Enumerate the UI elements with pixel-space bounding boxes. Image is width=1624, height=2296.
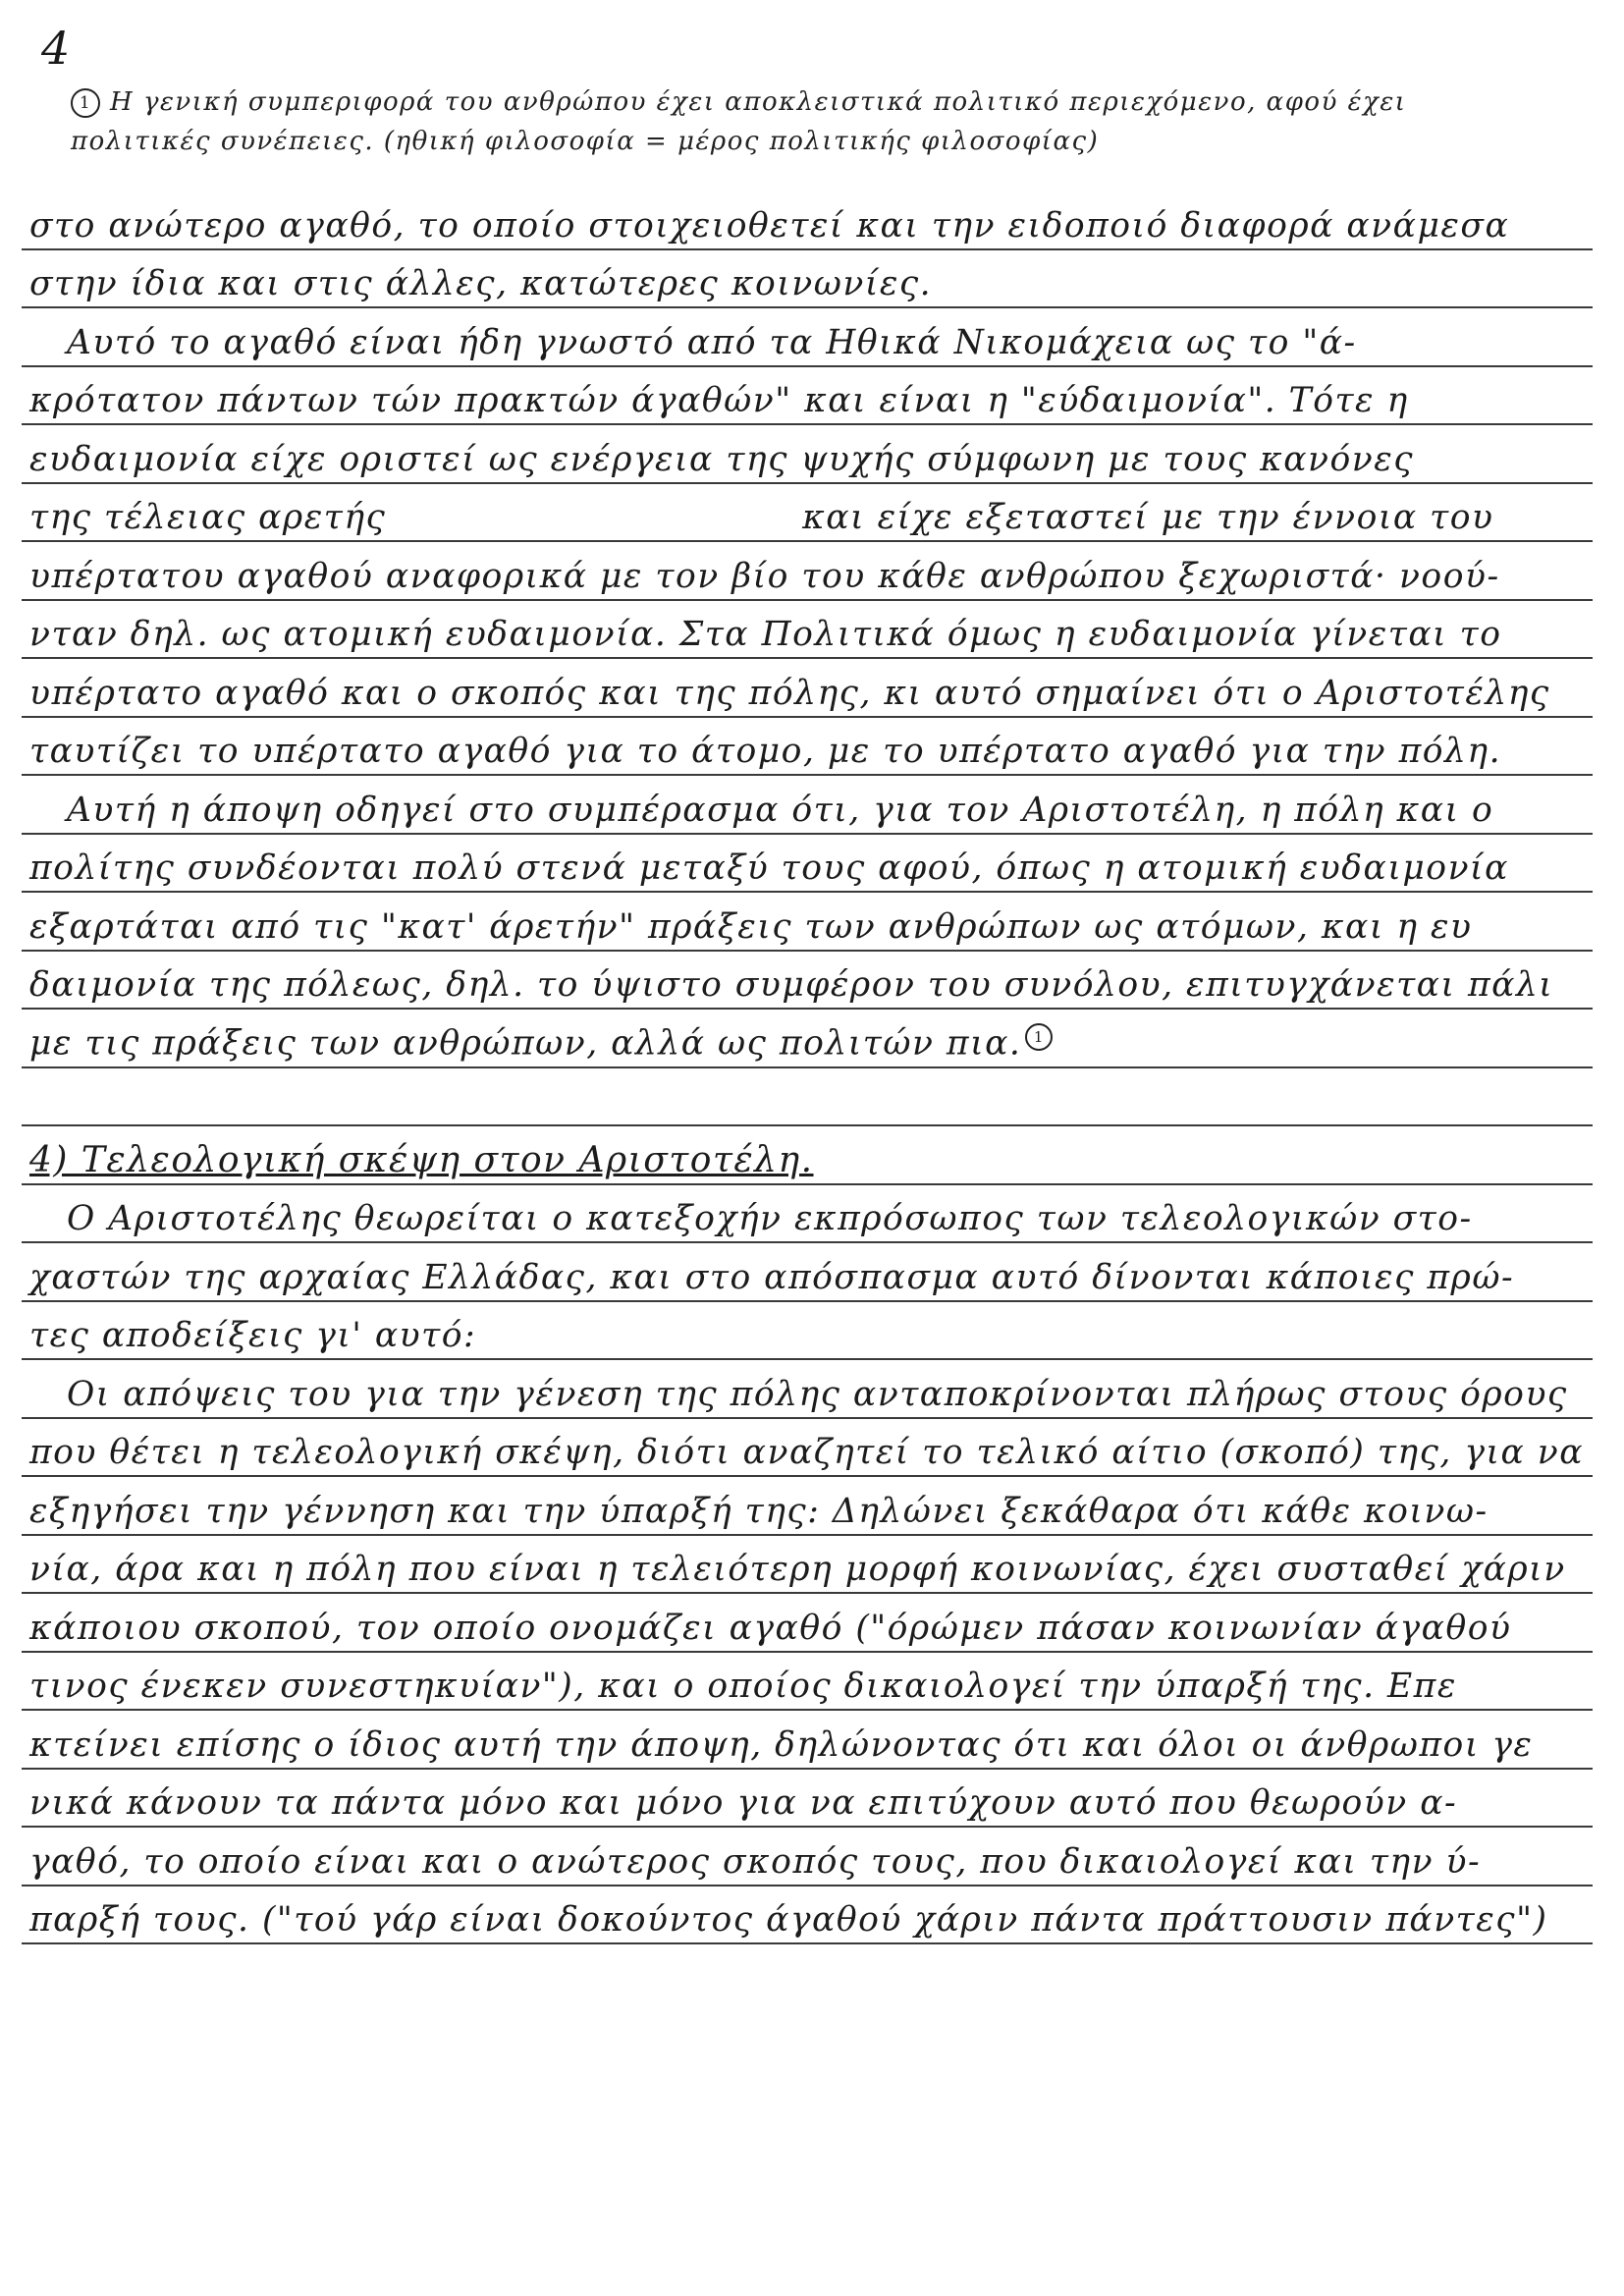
text-line: που θέτει η τελεολογική σκέψη, διότι αναζητεί το τελικό αίτιο (σκοπό) της, για να xyxy=(22,1419,1593,1478)
line-15-text: με τις πράξεις των ανθρώπων, αλλά ως πολιτών πια. xyxy=(29,1023,1022,1064)
text-line: νία, άρα και η πόλη που είναι η τελειότερη μορφή κοινωνίας, έχει συσταθεί χάριν xyxy=(22,1536,1593,1595)
footnote-text-1: Η γενική συμπεριφορά του ανθρώπου έχει αποκλειστικά πολιτικό περιεχόμενο, αφού έχει xyxy=(110,87,1407,117)
text-line: κρότατον πάντων τών πρακτών άγαθών" και είναι η "εύδαιμονία". Τότε η xyxy=(22,367,1593,426)
text-line: κάποιου σκοπού, τον οποίο ονομάζει αγαθό ("όρώμεν πάσαν κοινωνίαν άγαθού xyxy=(22,1594,1593,1653)
footnote-reference: 1 xyxy=(1025,1023,1053,1051)
footnote-line-2 xyxy=(71,122,1573,161)
text-line: κτείνει επίσης ο ίδιος αυτή την άποψη, δηλώνοντας ότι και όλοι οι άνθρωποι γε xyxy=(22,1711,1593,1770)
text-line: της τέλειας αρετής και είχε εξεταστεί με την έννοια του xyxy=(22,484,1593,543)
text-line: δαιμονία της πόλεως, δηλ. το ύψιστο συμφέρον του συνόλου, επιτυγχάνεται πάλι xyxy=(22,952,1593,1011)
text-line: Ο Αριστοτέλης θεωρείται ο κατεξοχήν εκπρόσωπος των τελεολογικών στο- xyxy=(22,1185,1593,1244)
text-line: νταν δηλ. ως ατομική ευδαιμονία. Στα Πολιτικά όμως η ευδαιμονία γίνεται το xyxy=(22,601,1593,660)
text-line: ευδαιμονία είχε οριστεί ως ενέργεια της ψυχής σύμφωνη με τους κανόνες xyxy=(22,425,1593,484)
text-line: στην ίδια και στις άλλες, κατώτερες κοινωνίες. xyxy=(22,250,1593,309)
text-line: Αυτό το αγαθό είναι ήδη γνωστό από τα Ηθικά Νικομάχεια ως το "ά- xyxy=(22,308,1593,367)
text-line: στο ανώτερο αγαθό, το οποίο στοιχειοθετεί και την ειδοποιό διαφορά ανάμεσα xyxy=(22,191,1593,250)
text-line: πολίτης συνδέονται πολύ στενά μεταξύ τους αφού, όπως η ατομική ευδαιμονία xyxy=(22,835,1593,894)
text-line: χαστών της αρχαίας Ελλάδας, και στο απόσπασμα αυτό δίνονται κάποιες πρώ- xyxy=(22,1243,1593,1302)
footnote xyxy=(71,82,1573,161)
ruled-lines xyxy=(22,191,1593,1944)
section-heading: 4) Τελεολογική σκέψη στον Αριστοτέλη. xyxy=(22,1126,1593,1185)
text-line: τες αποδείξεις γι' αυτό: xyxy=(22,1302,1593,1361)
page-number: 4 xyxy=(41,22,71,75)
text-line: εξαρτάται από τις "κατ' άρετήν" πράξεις των ανθρώπων ως ατόμων, και η ευ xyxy=(22,893,1593,952)
text-line: παρξή τους. ("τού γάρ είναι δοκούντος άγαθού χάριν πάντα πράττουσιν πάντες") xyxy=(22,1886,1593,1945)
text-line: υπέρτατο αγαθό και ο σκοπός και της πόλης, κι αυτό σημαίνει ότι ο Αριστοτέλης xyxy=(22,659,1593,718)
text-line xyxy=(22,1010,1593,1068)
footnote-marker: 1 xyxy=(71,88,100,118)
text-line: νικά κάνουν τα πάντα μόνο και μόνο για να επιτύχουν αυτό που θεωρούν α- xyxy=(22,1770,1593,1829)
text-line: ταυτίζει το υπέρτατο αγαθό για το άτομο, με το υπέρτατο αγαθό για την πόλη. xyxy=(22,718,1593,777)
footnote-text-2: πολιτικές συνέπειες. (ηθική φιλοσοφία = μέρος πολιτικής φιλοσοφίας) xyxy=(71,127,1100,156)
text-line: Οι απόψεις του για την γένεση της πόλης ανταποκρίνονται πλήρως στους όρους xyxy=(22,1360,1593,1419)
text-line: υπέρτατου αγαθού αναφορικά με τον βίο του κάθε ανθρώπου ξεχωριστά· νοού- xyxy=(22,542,1593,601)
text-line: γαθό, το οποίο είναι και ο ανώτερος σκοπός τους, που δικαιολογεί και την ύ- xyxy=(22,1828,1593,1886)
text-line: Αυτή η άποψη οδηγεί στο συμπέρασμα ότι, για τον Αριστοτέλη, η πόλη και ο xyxy=(22,776,1593,835)
footnote-line-1 xyxy=(71,82,1573,122)
text-line: εξηγήσει την γέννηση και την ύπαρξή της: Δηλώνει ξεκάθαρα ότι κάθε κοινω- xyxy=(22,1477,1593,1536)
text-line: τινος ένεκεν συνεστηκυίαν"), και ο οποίος δικαιολογεί την ύπαρξή της. Επε xyxy=(22,1653,1593,1712)
blank-line xyxy=(22,1068,1593,1127)
